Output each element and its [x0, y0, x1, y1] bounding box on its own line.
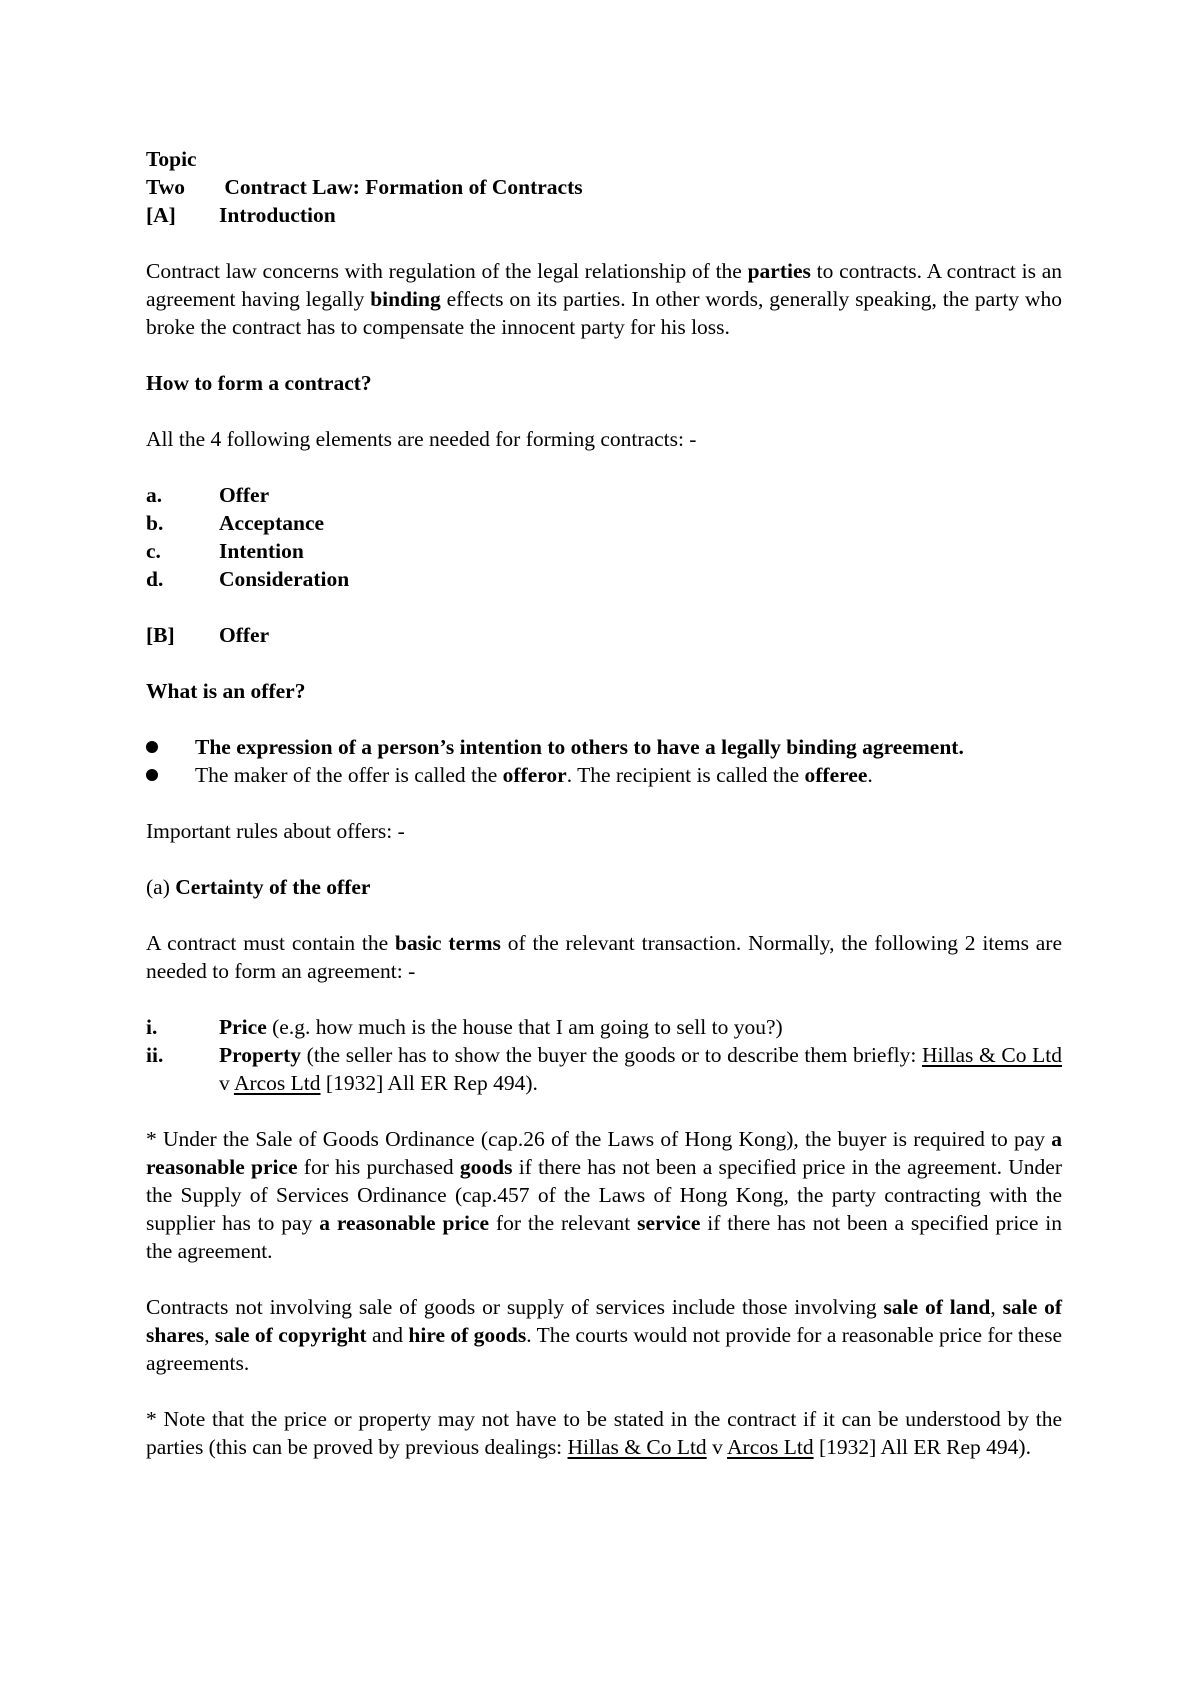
case-name-hillas: Hillas & Co Ltd — [567, 1435, 707, 1459]
section-b-label: [B] — [146, 623, 175, 647]
bullet2-text-1: The maker of the offer is called the — [195, 763, 503, 787]
elements-list — [146, 481, 1062, 593]
list-item-label: c. — [146, 539, 161, 563]
section-b-title: Offer — [219, 623, 270, 647]
how-to-form-heading: How to form a contract? — [146, 371, 372, 395]
list-item — [146, 1013, 1062, 1041]
bullet-icon — [146, 769, 158, 781]
section-a-title: Introduction — [219, 203, 336, 227]
note-1-paragraph — [146, 1125, 1062, 1265]
note1-bold-2: goods — [459, 1155, 513, 1179]
list-item-text — [219, 1041, 1062, 1097]
list-item-text — [219, 1013, 1062, 1041]
list-item — [146, 733, 1062, 761]
what-is-offer-heading: What is an offer? — [146, 679, 306, 703]
items-list — [146, 1013, 1062, 1097]
case-v: v — [219, 1071, 234, 1095]
elements-intro: All the 4 following elements are needed for forming contracts: - — [146, 427, 697, 451]
list-item-text: Intention — [219, 539, 304, 563]
case-name-arcos: Arcos Ltd — [727, 1435, 814, 1459]
note1-bold-1: a reasonable price — [146, 1127, 1062, 1179]
item-i-text: (e.g. how much is the house that I am going to sell to you?) — [266, 1015, 783, 1039]
bullet2-bold-offeree: offeree — [804, 763, 868, 787]
cn-text-2: , — [990, 1295, 1003, 1319]
note1-text-3: if there has not been a specified price in the agreement. Under the Supply of Services Ordinance (cap.457 of the Laws of Hong Kong, the party contracting with the supplier has to pay — [146, 1155, 1062, 1235]
bullet2-text-2: . The recipient is called the — [566, 763, 805, 787]
bullet-text-2 — [195, 761, 1062, 789]
note1-text-4: for the relevant — [489, 1211, 638, 1235]
bullet-icon — [146, 741, 158, 753]
note-2-paragraph — [146, 1405, 1062, 1461]
document-body — [146, 145, 1062, 1461]
list-item — [146, 509, 1062, 537]
list-item-label: b. — [146, 511, 164, 535]
contracts-not-paragraph — [146, 1293, 1062, 1377]
list-item — [146, 537, 1062, 565]
case-name-arcos: Arcos Ltd — [233, 1071, 321, 1095]
cn-text-4: and — [366, 1323, 409, 1347]
item-i-bold: Price — [219, 1015, 267, 1039]
list-item-text: Consideration — [219, 567, 350, 591]
topic-label: Topic Two — [146, 147, 197, 199]
item-ii-bold: Property — [219, 1043, 301, 1067]
cn-text-5: . The courts would not provide for a reasonable price for these agreements. — [146, 1323, 1063, 1375]
cn-bold-2: sale of shares — [146, 1295, 1062, 1347]
rule-a-title: Certainty of the offer — [175, 875, 371, 899]
cn-text-3: , — [204, 1323, 215, 1347]
list-item-label: d. — [146, 567, 164, 591]
note1-text-5: if there has not been a specified price in the agreement. — [146, 1211, 1062, 1263]
section-a-label: [A] — [146, 203, 176, 227]
case-citation: [1932] All ER Rep 494). — [813, 1435, 1031, 1459]
note1-bold-4: service — [637, 1211, 701, 1235]
note1-bold-3: a reasonable price — [319, 1211, 490, 1235]
case-name-hillas: Hillas & Co Ltd — [922, 1043, 1062, 1067]
case-v: v — [706, 1435, 728, 1459]
cn-bold-4: hire of goods — [408, 1323, 527, 1347]
list-item — [146, 761, 1062, 789]
basic-terms-text-2: of the relevant transaction. Normally, the following 2 items are needed to form an agreement: - — [146, 931, 1062, 983]
section-b-heading — [146, 621, 1062, 649]
rule-a-prefix: (a) — [146, 875, 176, 899]
note1-text-2: for his purchased — [297, 1155, 460, 1179]
rule-a-heading — [146, 873, 1062, 901]
case-citation: [1932] All ER Rep 494). — [320, 1071, 538, 1095]
rules-intro: Important rules about offers: - — [146, 819, 405, 843]
bullet2-text-3: . — [867, 763, 873, 787]
cn-text-1: Contracts not involving sale of goods or supply of services include those involving — [146, 1295, 884, 1319]
intro-text-1: Contract law concerns with regulation of the legal relationship of the — [146, 259, 748, 283]
intro-text-2: to contracts. A contract is an agreement having legally — [146, 259, 1062, 311]
section-a-heading — [146, 201, 1062, 229]
basic-terms-text-1: A contract must contain the — [146, 931, 395, 955]
list-item-text: Acceptance — [219, 511, 325, 535]
list-item — [146, 1041, 1062, 1097]
list-item — [146, 481, 1062, 509]
list-item-label: ii. — [146, 1043, 164, 1067]
cn-bold-3: sale of copyright — [214, 1323, 367, 1347]
bullet-text-1: The expression of a person’s intention to others to have a legally binding agreement. — [195, 735, 964, 759]
intro-bold-binding: binding — [370, 287, 441, 311]
basic-terms-bold: basic terms — [395, 931, 501, 955]
topic-title: Contract Law: Formation of Contracts — [224, 175, 583, 199]
intro-bold-parties: parties — [747, 259, 811, 283]
list-item-text: Offer — [219, 483, 270, 507]
note1-text-1: * Under the Sale of Goods Ordinance (cap.26 of the Laws of Hong Kong), the buyer is required to pay — [146, 1127, 1052, 1151]
list-item — [146, 565, 1062, 593]
note2-text-1: * Note that the price or property may not have to be stated in the contract if it can be understood by the parties (this can be proved by previous dealings: — [146, 1407, 1062, 1459]
topic-heading — [146, 145, 1062, 199]
intro-text-3: effects on its parties. In other words, generally speaking, the party who broke the contract has to compensate the innocent party for his loss. — [146, 287, 1062, 339]
offer-bullets — [146, 733, 1062, 789]
basic-terms-paragraph — [146, 929, 1062, 985]
list-item-label: i. — [146, 1015, 158, 1039]
bullet2-bold-offeror: offeror — [502, 763, 567, 787]
item-ii-text: (the seller has to show the buyer the goods or to describe them briefly: — [301, 1043, 922, 1067]
cn-bold-1: sale of land — [883, 1295, 991, 1319]
intro-paragraph — [146, 257, 1062, 341]
list-item-label: a. — [146, 483, 163, 507]
